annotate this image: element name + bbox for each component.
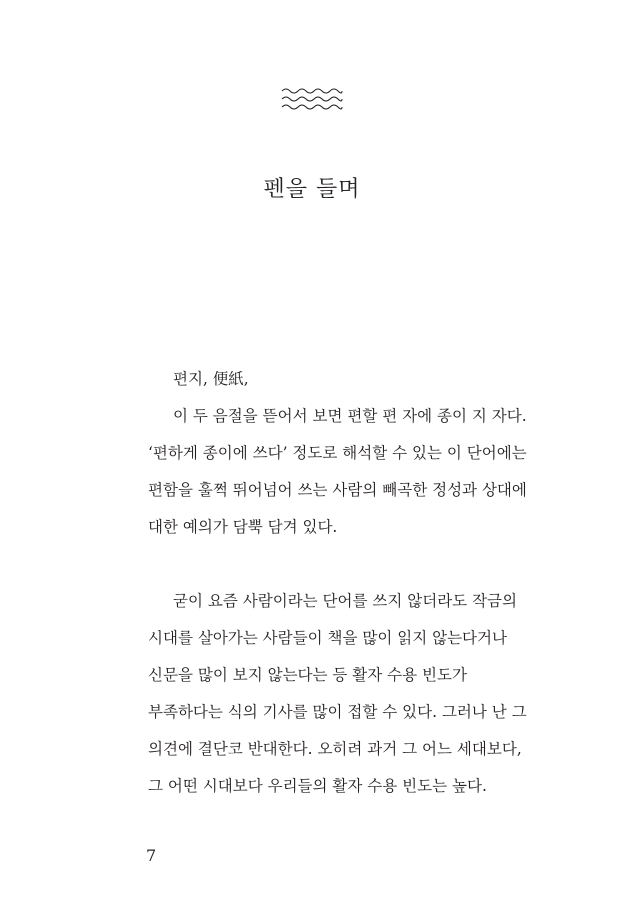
text-line: 대한 예의가 담뿍 담겨 있다. [148,518,338,536]
body-text [148,361,548,805]
text-line: 편지, 便紙, [173,370,249,388]
text-line: 굳이 요즘 사람이라는 단어를 쓰지 않더라도 작금의 [173,592,517,610]
text-line: 편함을 훌쩍 뛰어넘어 쓰는 사람의 빼곡한 정성과 상대에 [148,481,527,499]
page-title: 펜을 들며 [263,177,361,202]
text-line: 부족하다는 식의 기사를 많이 접할 수 있다. 그러나 난 그 [148,703,527,721]
paragraph-2 [148,583,548,805]
paragraph-gap [148,546,548,583]
text-line: 시대를 살아가는 사람들이 책을 많이 읽지 않는다거나 [148,629,507,647]
text-line: 이 두 음절을 뜯어서 보면 편할 편 자에 종이 지 자다. [173,407,527,425]
text-line: 그 어떤 시대보다 우리들의 활자 수용 빈도는 높다. [148,777,487,795]
page-number: 7 [146,846,157,865]
text-line: ‘편하게 종이에 쓰다’ 정도로 해석할 수 있는 이 단어에는 [148,444,527,462]
paragraph-1 [148,361,548,546]
text-line: 의견에 결단코 반대한다. 오히려 과거 그 어느 세대보다, [148,740,522,758]
wave-ornament-icon [280,84,344,114]
text-line: 신문을 많이 보지 않는다는 등 활자 수용 빈도가 [148,666,467,684]
